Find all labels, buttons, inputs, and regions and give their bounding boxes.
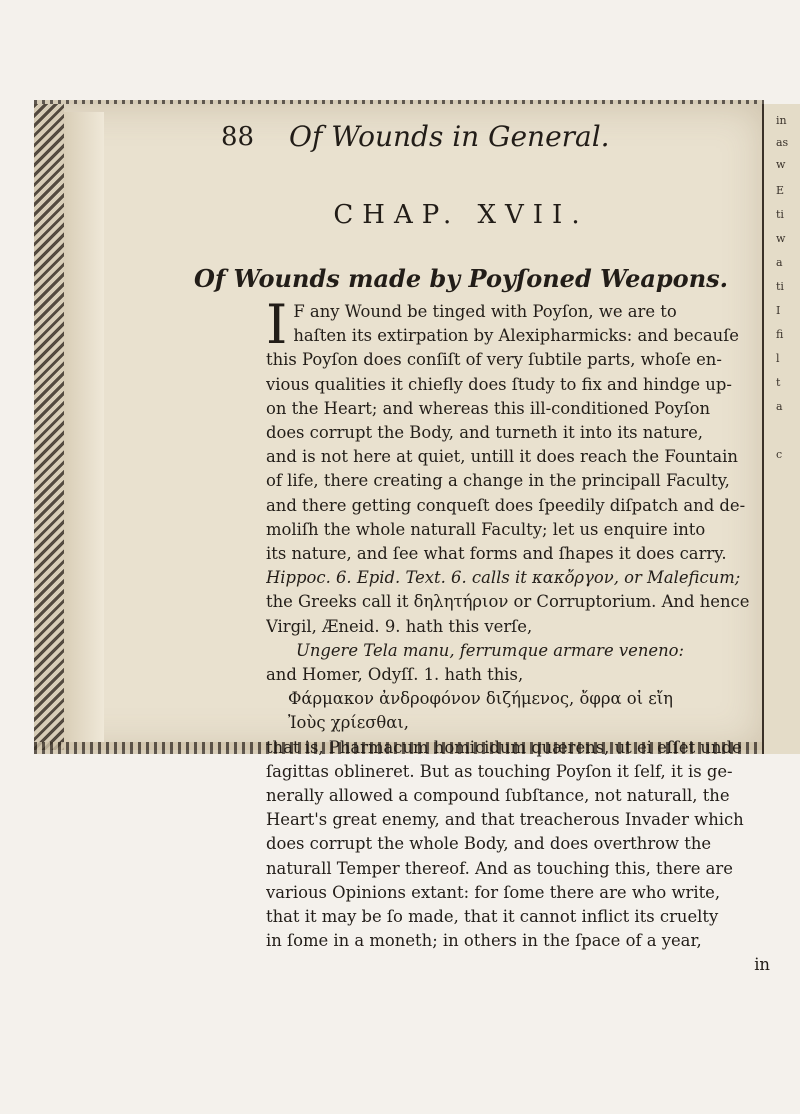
margin-fragment: w bbox=[776, 232, 786, 245]
margin-fragment: ti bbox=[776, 280, 784, 293]
running-header bbox=[150, 118, 760, 158]
page-content bbox=[150, 118, 770, 975]
drop-cap: I bbox=[266, 293, 288, 356]
margin-fragment: t bbox=[776, 376, 781, 389]
margin-fragment: w bbox=[776, 158, 786, 171]
margin-fragment: ti bbox=[776, 208, 784, 221]
margin-fragment: in bbox=[776, 114, 787, 127]
left-ornament-border bbox=[34, 104, 64, 750]
page-number: 88 bbox=[221, 122, 255, 152]
text-line: that is, Pharmacum homicidum quærens, ut ei eſſet unde bbox=[266, 737, 742, 757]
margin-fragment: l bbox=[776, 352, 780, 365]
running-title: Of Wounds in General. bbox=[289, 120, 610, 153]
text-line: and there getting conqueſt does ſpeedily diſpatch and de- bbox=[266, 495, 746, 515]
text-line: does corrupt the whole Body, and does overthrow the bbox=[266, 834, 712, 854]
text-line: does corrupt the Body, and turneth it into its nature, bbox=[266, 423, 703, 443]
verse-line: Ungere Tela manu, ferrumque armare veneno: bbox=[296, 640, 685, 660]
text-line: haſten its extirpation by Alexipharmicks: and becauſe bbox=[293, 326, 739, 346]
margin-fragment: a bbox=[776, 256, 783, 269]
text-line: nerally allowed a compound ſubſtance, not naturall, the bbox=[266, 786, 730, 806]
text-line: of life, there creating a change in the principall Faculty, bbox=[266, 471, 730, 491]
text-line: ſagittas oblineret. But as touching Poyſon it ſelf, it is ge- bbox=[266, 761, 733, 781]
chapter-heading: CHAP. XVII. bbox=[333, 200, 589, 230]
text-line: this Poyſon does conſiſt of very ſubtile parts, whoſe en- bbox=[266, 350, 722, 370]
text-line: on the Heart; and whereas this ill-conditioned Poyſon bbox=[266, 398, 711, 418]
margin-fragment: a bbox=[776, 400, 783, 413]
text-line: F any Wound be tinged with Poyſon, we are to bbox=[293, 302, 677, 321]
text-line: moliſh the whole naturall Faculty; let us enquire into bbox=[266, 519, 706, 539]
text-line: the Greeks call it δηλητήριον or Corruptorium. And hence bbox=[266, 592, 750, 612]
body-text bbox=[266, 293, 770, 978]
greek-line: Φάρμακον ἀνδροφόνον διζήμενος, ὄφρα οἱ εἴη bbox=[288, 689, 673, 709]
text-line: naturall Temper thereof. And as touching this, there are bbox=[266, 858, 733, 878]
catchword: in bbox=[754, 955, 770, 975]
margin-fragment: fi bbox=[776, 328, 784, 341]
text-line: various Opinions extant: for ſome there are who write, bbox=[266, 882, 721, 902]
chapter-title: Of Wounds made by Poyſoned Weapons. bbox=[193, 264, 729, 293]
text-line: that it may be ſo made, that it cannot inflict its cruelty bbox=[266, 907, 719, 927]
text-line: and is not here at quiet, untill it does reach the Fountain bbox=[266, 447, 738, 467]
text-line: Virgil, Æneid. 9. hath this verſe, bbox=[266, 616, 533, 636]
margin-fragment: I bbox=[776, 304, 781, 317]
margin-fragment: as bbox=[776, 136, 789, 149]
text-line: Heart's great enemy, and that treacherous Invader which bbox=[266, 810, 744, 830]
text-line: Hippoc. 6. Epid. Text. 6. calls it κακὄργον, or Maleficum; bbox=[266, 568, 741, 588]
page-gutter bbox=[64, 112, 104, 742]
text-line: in ſome in a moneth; in others in the ſpace of a year, bbox=[266, 931, 702, 951]
greek-line: Ἰοὺς χρίεσθαι, bbox=[288, 713, 410, 733]
text-line: and Homer, Odyſſ. 1. hath this, bbox=[266, 665, 524, 685]
text-line: its nature, and ſee what forms and ſhapes it does carry. bbox=[266, 544, 727, 564]
margin-fragment: E bbox=[776, 184, 785, 197]
text-line: vious qualities it chiefly does ſtudy to fix and hindge up- bbox=[266, 374, 732, 394]
margin-fragment: c bbox=[776, 448, 783, 461]
